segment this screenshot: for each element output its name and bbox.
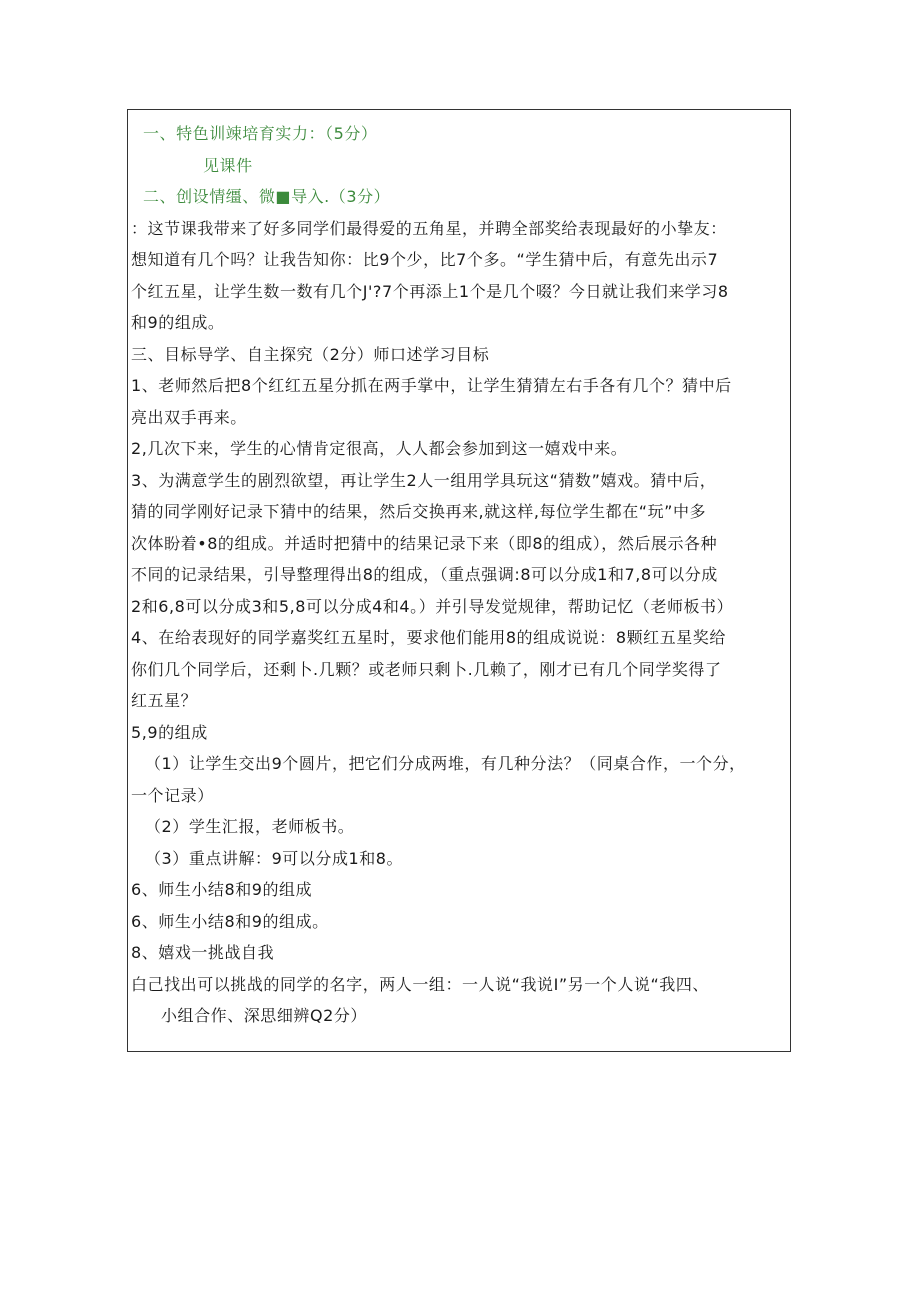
text-line: 4、在给表现好的同学嘉奖红五星时，要求他们能用8的组成说说：8颗红五星奖给 [131,628,726,647]
section-heading-3: 三、目标导学、自主探究（2分）师口述学习目标 [131,344,490,364]
text-line: 亮出双手再来。 [131,407,247,427]
section-1-content: 见课件 [203,155,253,175]
text-line: 一个记录） [131,785,214,805]
text-line: 个红五星，让学生数一数有几个J'?7个再添上1个是几个啜？今日就让我们来学习8 [131,281,729,301]
text-line: 次体盼着•8的组成。并适时把猜中的结果记录下来（即8的组成），然后展示各种 [131,533,718,553]
text-line: ：这节课我带来了好多同学们最得爱的五角星，并聘全部奖给表现最好的小挚友： [131,218,727,238]
text-line: 6、师生小结8和9的组成 [131,880,313,899]
text-line: 3、为满意学生的剧烈欲望，再让学生2人一组用学具玩这“猜数”嬉戏。猜中后， [131,470,717,490]
text-line: （3）重点讲解：9可以分成1和8。 [145,848,404,868]
section-heading-1: 一、特色训竦培育实力：（5分） [143,124,378,143]
text-line: 2,几次下来，学生的心情肯定很高，人人都会参加到这一嬉戏中来。 [131,439,628,458]
text-line: 5,9的组成 [131,722,208,742]
text-line: 红五星？ [131,691,198,710]
text-line: （1）让学生交出9个圆片，把它们分成两堆，有几种分法？（同桌合作，一个分， [145,754,746,773]
lesson-plan-table-cell [127,109,791,1052]
text-line: 和9的组成。 [131,313,225,332]
text-line: （2）学生汇报，老师板书。 [145,817,355,836]
text-line: 不同的记录结果，引导整理得出8的组成，（重点强调:8可以分成1和7,8可以分成 [131,565,718,584]
text-line: 白己找出可以挑战的同学的名字，两人一组：一人说“我说I”另一个人说“我四、 [131,974,709,994]
text-line: 6、师生小结8和9的组成。 [131,911,329,931]
section-heading-2: 二、创设情缰、微■导入.（3分） [143,187,391,206]
text-line: 1、老师然后把8个红红五星分抓在两手掌中，让学生猜猜左右手各有几个？猜中后 [131,376,732,395]
text-line: 想知道有几个吗？让我告知你：比9个少，比7个多。“学生猜中后，有意先出示7 [131,250,719,269]
text-line: 小组合作、深思细辨Q2分） [161,1006,367,1025]
text-line: 你们几个同学后，还剩卜.几颗？或老师只剩卜.几赖了，刚才已有几个同学奖得了 [131,659,722,679]
text-line: 猜的同学刚好记录下猜中的结果，然后交换再来,就这样,每位学生都在“玩”中多 [131,502,707,521]
text-line: 2和6,8可以分成3和5,8可以分成4和4。）并引导发觉规律，帮助记忆（老师板书） [131,596,734,616]
text-line: 8、嬉戏一挑战自我 [131,943,275,962]
